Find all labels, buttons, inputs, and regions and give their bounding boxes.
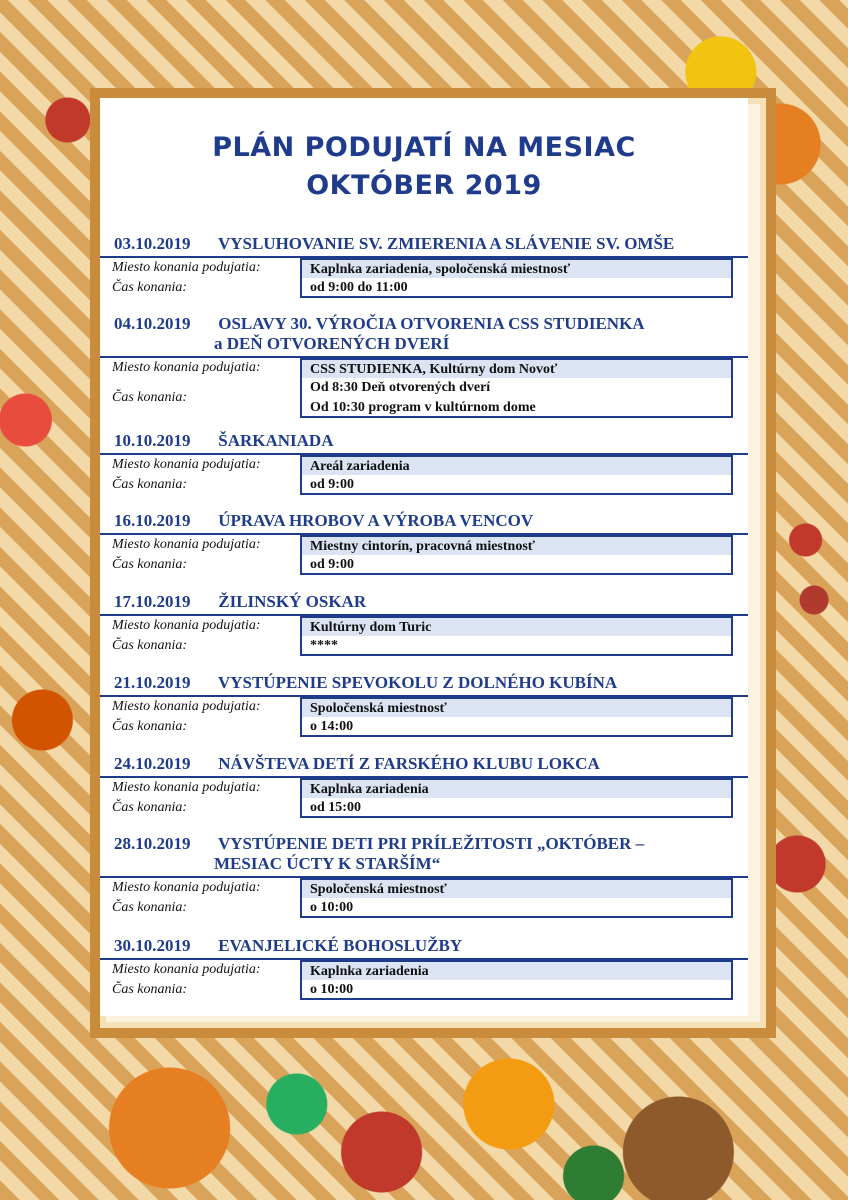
event-date: 17.10.2019: [114, 592, 191, 611]
place-label: Miesto konania podujatia:: [112, 260, 261, 275]
place-label: Miesto konania podujatia:: [112, 618, 261, 633]
event-heading: [100, 754, 748, 774]
event-name: OSLAVY 30. VÝROČIA OTVORENIA CSS STUDIENKA: [218, 314, 645, 333]
event-heading: [100, 834, 748, 874]
event-time: o 14:00: [300, 717, 733, 737]
event-name: EVANJELICKÉ BOHOSLUŽBY: [218, 936, 463, 955]
event-date: 10.10.2019: [114, 431, 191, 450]
event-heading: [100, 314, 748, 354]
event-time: od 9:00: [300, 555, 733, 575]
place-label: Miesto konania podujatia:: [112, 457, 261, 472]
event-block: [100, 511, 748, 575]
event-block: [100, 234, 748, 298]
time-label: Čas konania:: [112, 982, 188, 997]
poster-title: PLÁN PODUJATÍ NA MESIAC: [212, 132, 636, 163]
event-name: ŠARKANIADA: [218, 431, 334, 450]
event-place: Kaplnka zariadenia, spoločenská miestnosť: [300, 258, 733, 278]
event-block: [100, 754, 748, 818]
event-name-line2: MESIAC ÚCTY K STARŠÍM“: [214, 854, 441, 873]
event-date: 30.10.2019: [114, 936, 191, 955]
event-date: 16.10.2019: [114, 511, 191, 530]
event-heading: [100, 511, 748, 531]
event-heading: [100, 234, 748, 254]
time-label: Čas konania:: [112, 280, 188, 295]
event-date: 21.10.2019: [114, 673, 191, 692]
event-block: [100, 592, 748, 656]
time-label: Čas konania:: [112, 638, 188, 653]
event-place: Kaplnka zariadenia: [300, 778, 733, 798]
event-name: VYSLUHOVANIE SV. ZMIERENIA A SLÁVENIE SV. OMŠE: [217, 234, 675, 253]
event-time: Od 8:30 Deň otvorených dverí: [300, 378, 733, 398]
event-heading: [100, 673, 748, 693]
time-label: Čas konania:: [112, 557, 188, 572]
event-place: CSS STUDIENKA, Kultúrny dom Novoť: [300, 358, 733, 378]
event-place: Spoločenská miestnosť: [300, 878, 733, 898]
time-label: Čas konania:: [112, 900, 188, 915]
event-date: 24.10.2019: [114, 754, 191, 773]
time-label: Čas konania:: [112, 390, 188, 405]
event-heading: [100, 592, 748, 612]
event-time: ****: [300, 636, 733, 656]
event-name-line2: a DEŇ OTVORENÝCH DVERÍ: [214, 334, 450, 353]
event-place: Areál zariadenia: [300, 455, 733, 475]
event-heading: [100, 431, 748, 451]
event-block: [100, 673, 748, 737]
place-label: Miesto konania podujatia:: [112, 360, 261, 375]
place-label: Miesto konania podujatia:: [112, 537, 261, 552]
place-label: Miesto konania podujatia:: [112, 880, 261, 895]
place-label: Miesto konania podujatia:: [112, 699, 261, 714]
event-place: Kultúrny dom Turic: [300, 616, 733, 636]
event-block: [100, 834, 748, 918]
event-date: 03.10.2019: [114, 234, 191, 253]
event-time: o 10:00: [300, 980, 733, 1000]
event-block: [100, 936, 748, 1000]
event-place: Miestny cintorín, pracovná miestnosť: [300, 535, 733, 555]
event-date: 28.10.2019: [114, 834, 191, 853]
event-name: VYSTÚPENIE SPEVOKOLU Z DOLNÉHO KUBÍNA: [217, 673, 618, 692]
event-date: 04.10.2019: [114, 314, 191, 333]
event-place: Spoločenská miestnosť: [300, 697, 733, 717]
poster-subtitle: OKTÓBER 2019: [306, 170, 542, 201]
event-name: VYSTÚPENIE DETI PRI PRÍLEŽITOSTI „OKTÓBER –: [217, 834, 645, 853]
time-label: Čas konania:: [112, 719, 188, 734]
event-time: o 10:00: [300, 898, 733, 918]
event-name: ŽILINSKÝ OSKAR: [218, 592, 367, 611]
event-time-line2: Od 10:30 program v kultúrnom dome: [300, 398, 733, 418]
place-label: Miesto konania podujatia:: [112, 780, 261, 795]
event-name: ÚPRAVA HROBOV A VÝROBA VENCOV: [218, 511, 534, 530]
event-time: od 9:00 do 11:00: [300, 278, 733, 298]
event-time: od 9:00: [300, 475, 733, 495]
place-label: Miesto konania podujatia:: [112, 962, 261, 977]
time-label: Čas konania:: [112, 800, 188, 815]
event-name: NÁVŠTEVA DETÍ Z FARSKÉHO KLUBU LOKCA: [218, 754, 600, 773]
event-block: [100, 431, 748, 495]
event-block: [100, 314, 748, 418]
event-time: od 15:00: [300, 798, 733, 818]
event-place: Kaplnka zariadenia: [300, 960, 733, 980]
event-heading: [100, 936, 748, 956]
time-label: Čas konania:: [112, 477, 188, 492]
